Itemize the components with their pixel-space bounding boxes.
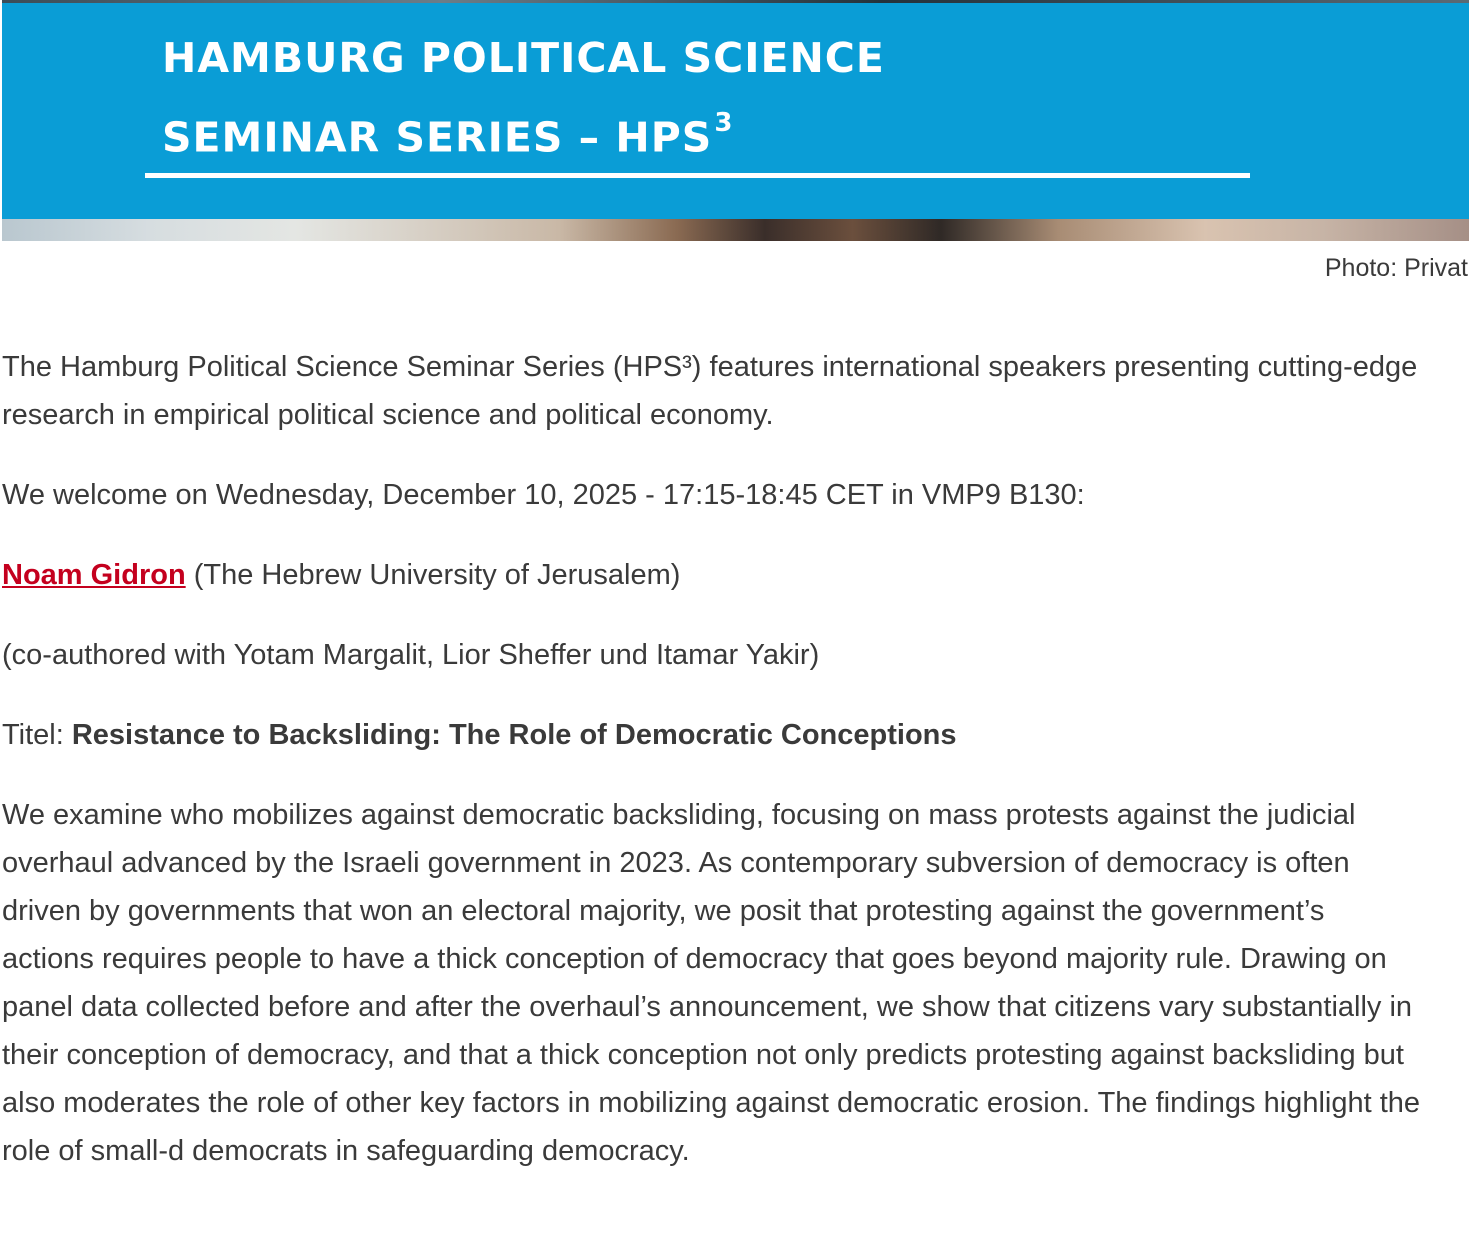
intro-paragraph: The Hamburg Political Science Seminar Series (HPS³) features international speakers presenting cutting-edge research in empirical political science and political economy. (2, 351, 1418, 431)
banner-title-line1: HAMBURG POLITICAL SCIENCE (162, 34, 885, 82)
event-details: We welcome on Wednesday, December 10, 2025 - 17:15-18:45 CET in VMP9 B130: (2, 479, 1085, 511)
banner-photo-top-edge (2, 0, 1469, 3)
seminar-banner-image (2, 0, 1469, 241)
banner-title-line2 (162, 108, 734, 162)
banner-title-line2-text: SEMINAR SERIES – HPS (162, 113, 713, 162)
banner-photo-bottom-edge (2, 219, 1469, 241)
speaker-affiliation: (The Hebrew University of Jerusalem) (193, 559, 681, 591)
talk-title: Resistance to Backsliding: The Role of Democratic Conceptions (71, 719, 957, 751)
article-body (2, 343, 1422, 1207)
speaker-name-link[interactable]: Noam Gidron (2, 559, 186, 591)
talk-title-paragraph (2, 711, 1422, 759)
banner-title-superscript: 3 (714, 108, 734, 138)
abstract-paragraph: We examine who mobilizes against democratic backsliding, focusing on mass protests against the judicial overhaul advanced by the Israeli government in 2023. As contemporary subversion of democracy is often driven by governments that won an electoral majority, we posit that protesting against the government’s actions requires people to have a thick conception of democracy that goes beyond majority rule. Drawing on panel data collected before and after the overhaul’s announcement, we show that citizens vary substantially in their conception of democracy, and that a thick conception not only predicts protesting against backsliding but also moderates the role of other key factors in mobilizing against democratic erosion. The findings highlight the role of small-d democrats in safeguarding democracy. (2, 799, 1421, 1167)
banner-underline (145, 173, 1250, 178)
coauthors-paragraph: (co-authored with Yotam Margalit, Lior Sheffer und Itamar Yakir) (2, 639, 820, 671)
speaker-paragraph (2, 551, 1422, 599)
talk-title-label: Titel: (2, 719, 72, 751)
photo-caption: Photo: Privat (1324, 254, 1468, 282)
